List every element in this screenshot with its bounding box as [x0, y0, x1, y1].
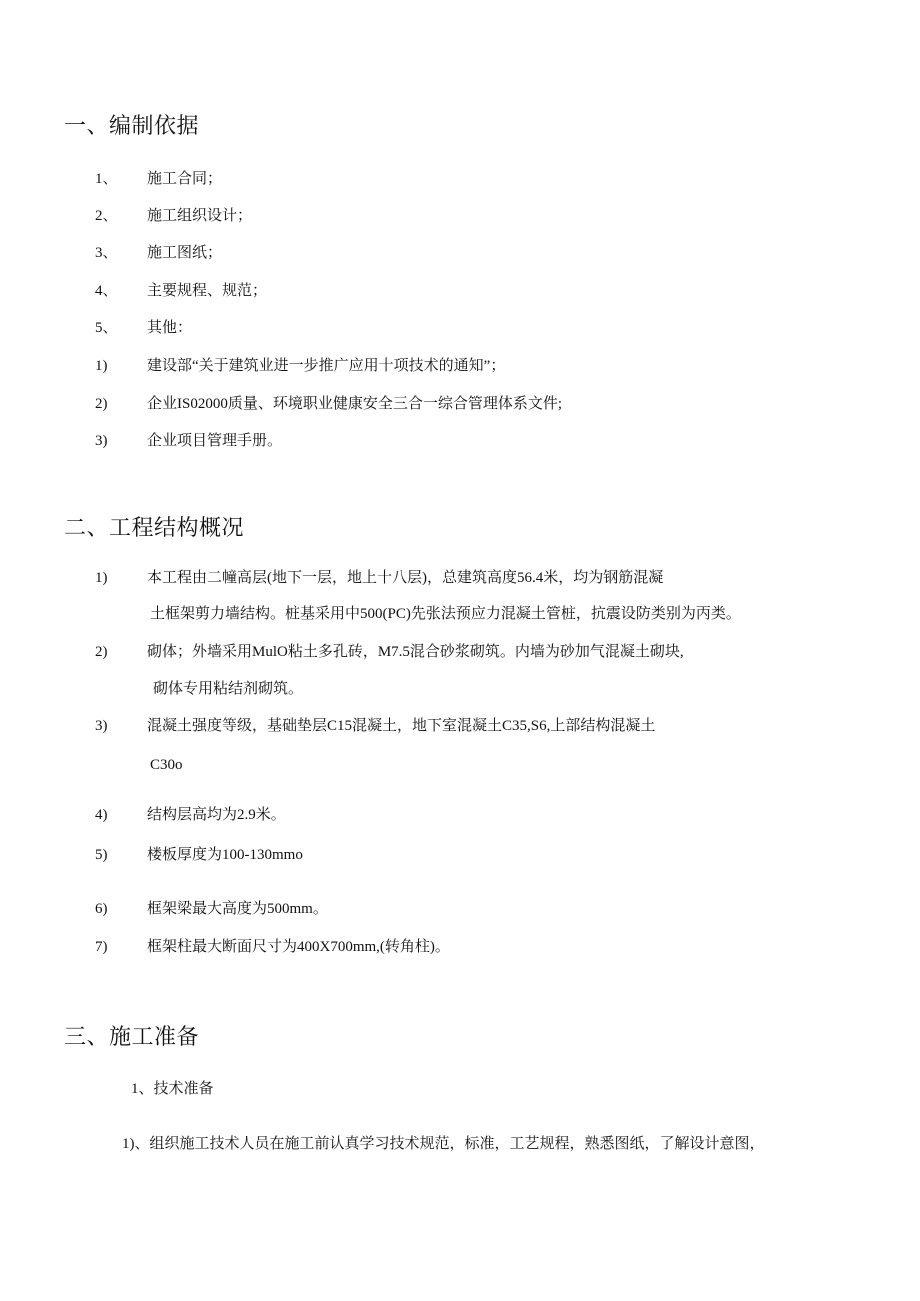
list-item-number: 7)	[95, 939, 108, 955]
list-item-continuation: C30o	[150, 757, 183, 773]
list-item-number: 2)	[95, 644, 108, 660]
list-item-text: 企业IS02000质量、环境职业健康安全三合一综合管理体系文件;	[147, 396, 563, 412]
list-item-text: 其他：	[147, 320, 193, 336]
list-item-number: 4)	[95, 807, 108, 823]
list-item-number: 5)	[95, 847, 108, 863]
list-item-number: 6)	[95, 901, 108, 917]
list-item-number: 1、	[95, 171, 118, 187]
section-heading-basis: 一、编制依据	[64, 114, 200, 139]
list-item-number: 3、	[95, 245, 118, 261]
list-item-number: 5、	[95, 320, 118, 336]
list-item-text: 施工合同；	[147, 171, 223, 187]
list-item-text: 砌体；外墙采用MulO粘土多孔砖，M7.5混合砂浆砌筑。内墙为砂加气混凝土砌块,	[147, 644, 684, 660]
list-item-text: 施工图纸；	[147, 245, 223, 261]
list-item-continuation: 土框架剪力墙结构。桩基采用中500(PC)先张法预应力混凝土管桩，抗震设防类别为丙类。	[150, 606, 741, 622]
list-item-number: 4、	[95, 283, 118, 299]
list-item-text: 企业项目管理手册。	[147, 433, 283, 449]
list-item-number: 1)	[95, 358, 108, 374]
list-item-number: 1)	[95, 570, 108, 586]
list-item-number: 2)	[95, 396, 108, 412]
list-item-text: 混凝土强度等级，基础垫层C15混凝土，地下室混凝土C35,S6,上部结构混凝土	[147, 718, 656, 734]
list-item-text: 本工程由二幢高层(地下一层，地上十八层)，总建筑高度56.4米，均为钢筋混凝	[147, 570, 664, 586]
list-item-continuation: 砌体专用粘结剂砌筑。	[153, 681, 304, 697]
list-item-number: 3)	[95, 718, 108, 734]
list-item-text: 主要规程、规范；	[147, 283, 268, 299]
list-item-text: 结构层高均为2.9米。	[147, 807, 286, 823]
subheading-technical-preparation: 1、技术准备	[131, 1081, 214, 1097]
paragraph: 1)、组织施工技术人员在施工前认真学习技术规范，标准，工艺规程，熟悉图纸，了解设计意图，	[122, 1136, 765, 1152]
list-item-text: 楼板厚度为100-130mmo	[147, 847, 303, 863]
section-heading-preparation: 三、施工准备	[64, 1025, 200, 1050]
list-item-number: 2、	[95, 208, 118, 224]
list-item-text: 框架柱最大断面尺寸为400X700mm,(转角柱)。	[147, 939, 450, 955]
list-item-text: 施工组织设计；	[147, 208, 253, 224]
list-item-text: 框架梁最大高度为500mm。	[147, 901, 328, 917]
section-heading-structure: 二、工程结构概况	[64, 516, 245, 541]
list-item-text: 建设部“关于建筑业进一步推广应用十项技术的通知”；	[147, 358, 506, 374]
list-item-number: 3)	[95, 433, 108, 449]
